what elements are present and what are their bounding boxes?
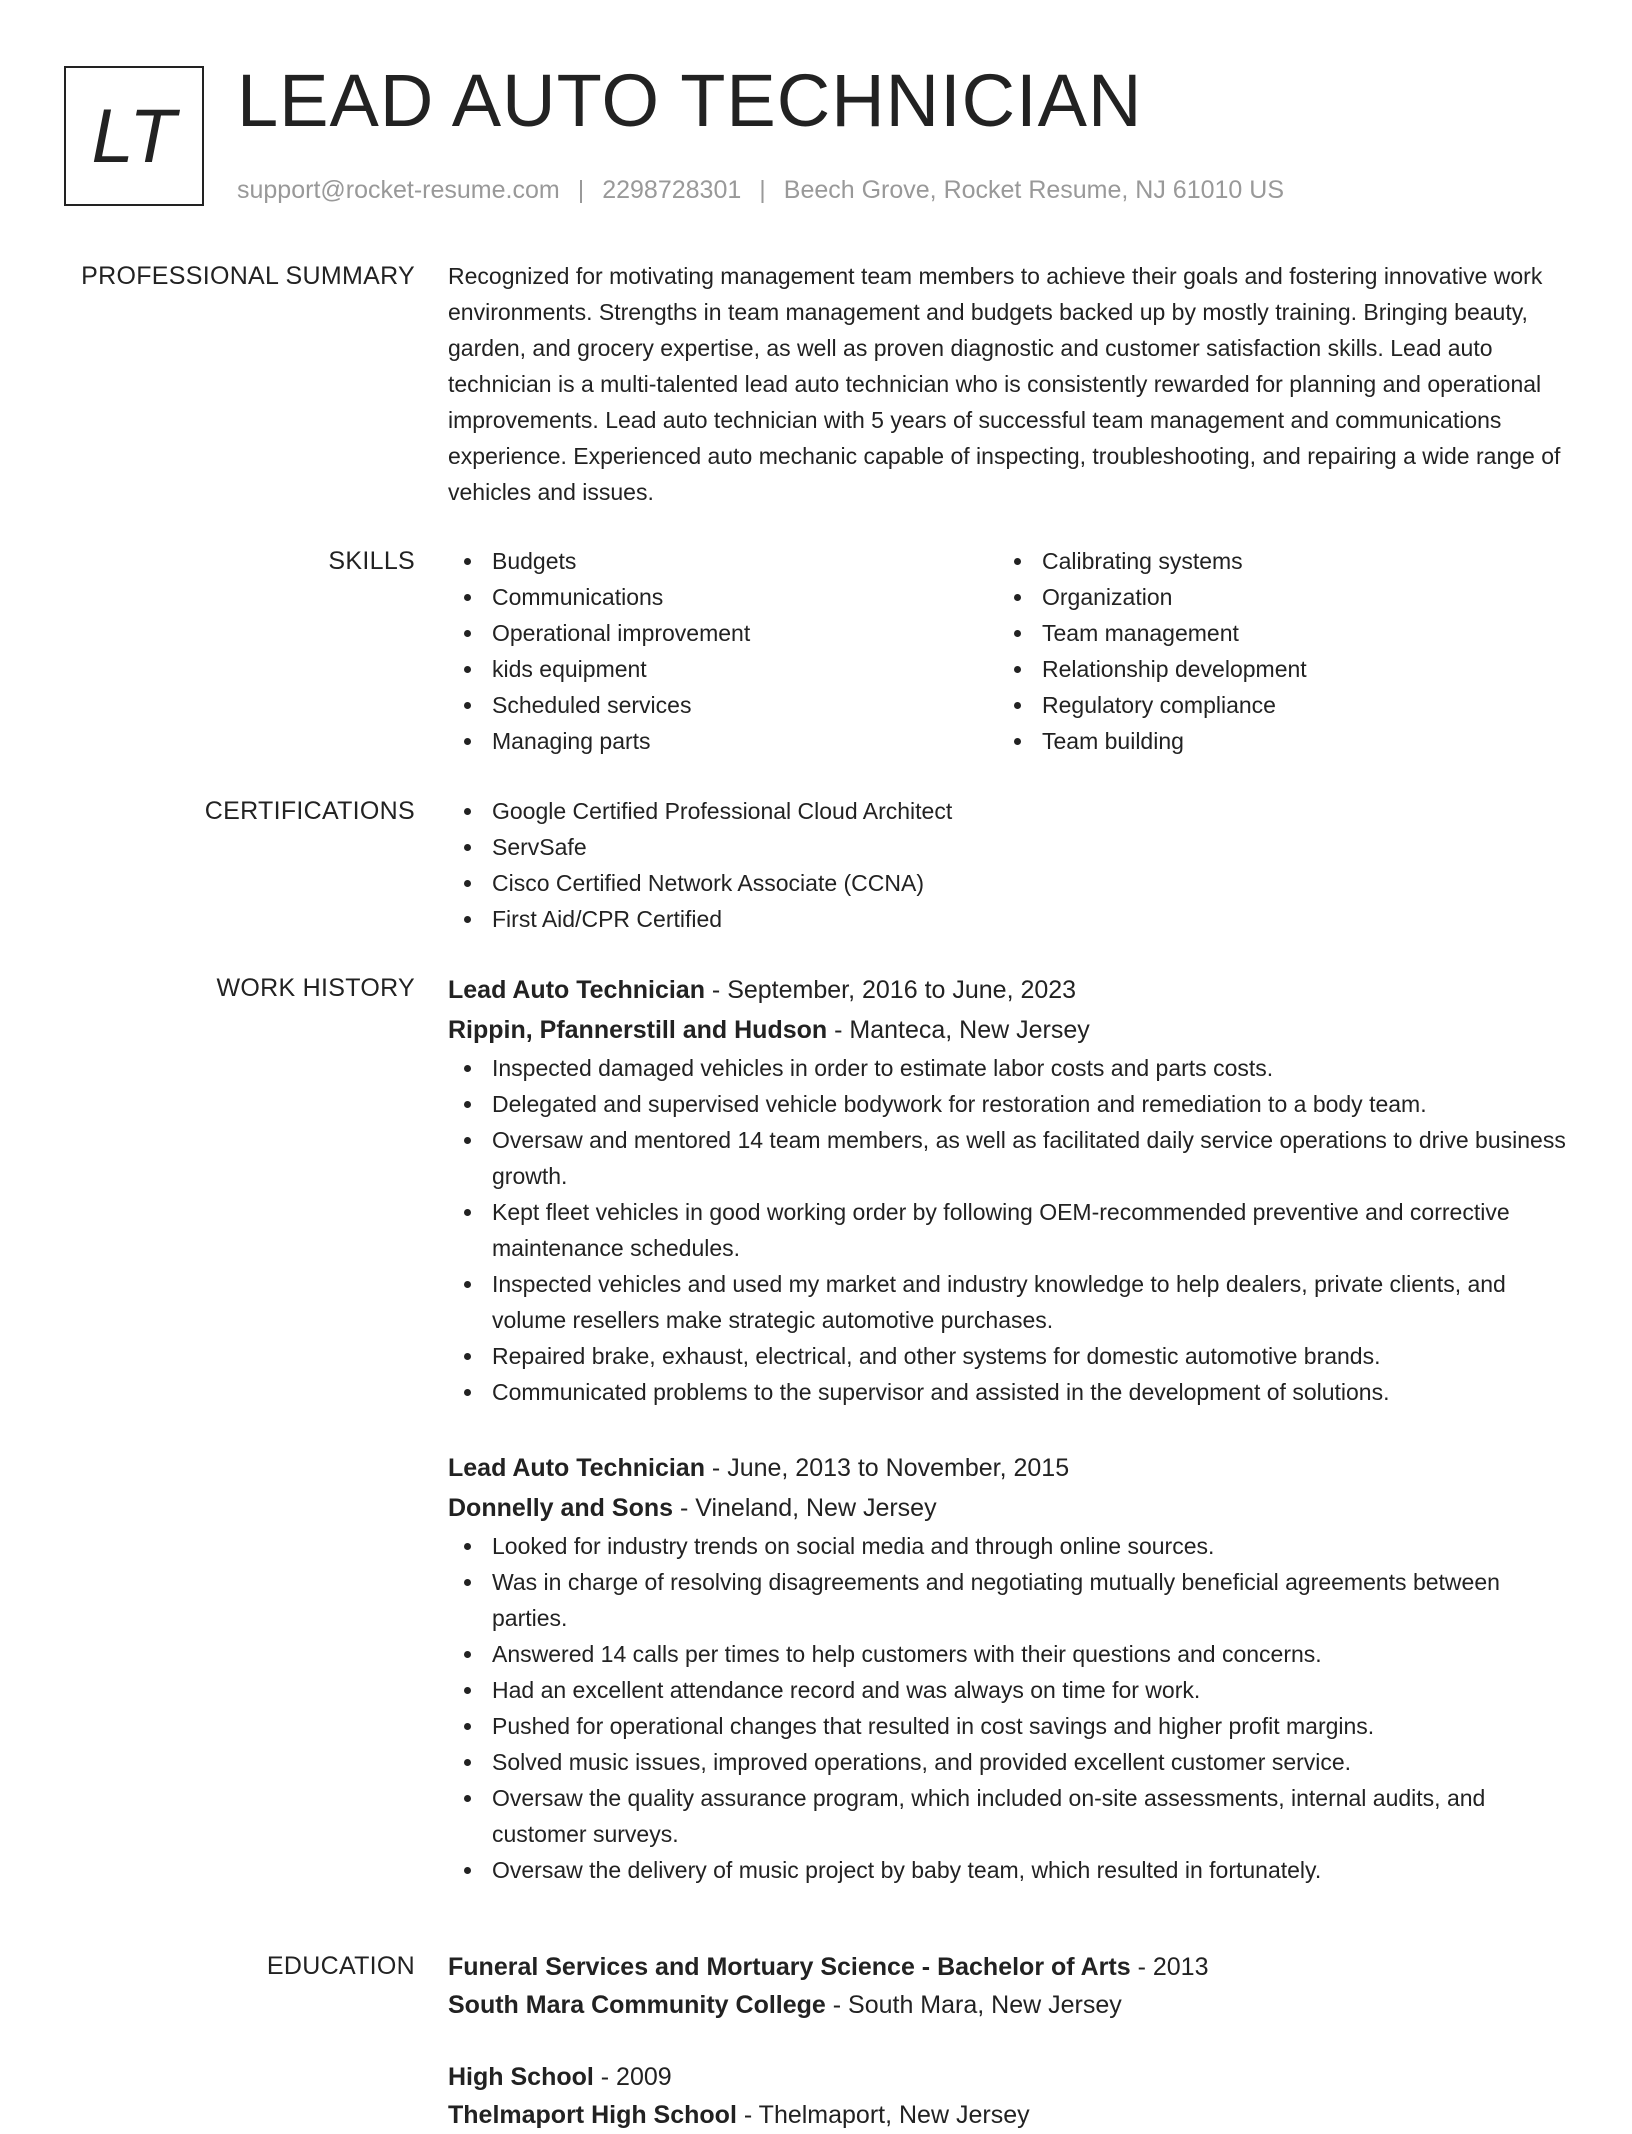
education-degree: Funeral Services and Mortuary Science - Bachelor of Arts xyxy=(448,1953,1131,1981)
education-degree-line xyxy=(448,1948,1568,1986)
summary-body xyxy=(448,258,1568,510)
skill-item: Team management xyxy=(998,615,1548,651)
skill-item: Operational improvement xyxy=(448,615,998,651)
job-duty-item: Looked for industry trends on social media and through online sources. xyxy=(448,1528,1568,1564)
job-duties-list xyxy=(448,1050,1568,1410)
education-school-line xyxy=(448,1986,1568,2024)
job-dates: - June, 2013 to November, 2015 xyxy=(704,1454,1070,1482)
education-entry xyxy=(448,2058,1568,2134)
education-degree: High School xyxy=(448,2063,594,2091)
education-location: - Thelmaport, New Jersey xyxy=(736,2101,1030,2129)
section-label-work-history: WORK HISTORY xyxy=(216,974,415,1002)
job-duty-item: Inspected vehicles and used my market and industry knowledge to help dealers, private clients, and volume resellers make strategic automotive purchases. xyxy=(448,1266,1568,1338)
job-duties-list xyxy=(448,1528,1568,1888)
job-duty-item: Kept fleet vehicles in good working order by following OEM-recommended preventive and corrective maintenance schedules. xyxy=(448,1194,1568,1266)
skill-item: Managing parts xyxy=(448,723,998,759)
skill-item: kids equipment xyxy=(448,651,998,687)
job-company-line xyxy=(448,1488,1568,1528)
job-duty-item: Oversaw the delivery of music project by baby team, which resulted in fortunately. xyxy=(448,1852,1568,1888)
skills-columns xyxy=(448,543,1568,759)
monogram-badge xyxy=(64,66,204,206)
education-school: Thelmaport High School xyxy=(448,2101,737,2129)
job-title-line xyxy=(448,970,1568,1010)
job-entry xyxy=(448,1448,1568,1888)
job-duty-item: Was in charge of resolving disagreements and negotiating mutually beneficial agreements between parties. xyxy=(448,1564,1568,1636)
education-body xyxy=(448,1948,1568,2134)
education-entry xyxy=(448,1948,1568,2024)
skill-item: Calibrating systems xyxy=(998,543,1548,579)
job-entry xyxy=(448,970,1568,1410)
job-duty-item: Repaired brake, exhaust, electrical, and other systems for domestic automotive brands. xyxy=(448,1338,1568,1374)
job-company: Rippin, Pfannerstill and Hudson xyxy=(448,1016,828,1044)
certification-item: First Aid/CPR Certified xyxy=(448,901,1568,937)
job-duty-item: Oversaw the quality assurance program, which included on-site assessments, internal audits, and customer surveys. xyxy=(448,1780,1568,1852)
job-title: Lead Auto Technician xyxy=(448,976,705,1004)
education-year: - 2009 xyxy=(593,2063,672,2091)
skill-item: Communications xyxy=(448,579,998,615)
skill-item: Team building xyxy=(998,723,1548,759)
skill-item: Budgets xyxy=(448,543,998,579)
monogram-initials: LT xyxy=(91,93,177,179)
job-duty-item: Pushed for operational changes that resulted in cost savings and higher profit margins. xyxy=(448,1708,1568,1744)
contact-email: support@rocket-resume.com xyxy=(237,176,560,204)
contact-phone: 2298728301 xyxy=(602,176,742,204)
contact-separator: | xyxy=(759,176,766,204)
contact-address: Beech Grove, Rocket Resume, NJ 61010 US xyxy=(783,176,1284,204)
contact-separator: | xyxy=(577,176,585,204)
skill-item: Relationship development xyxy=(998,651,1548,687)
job-duty-item: Delegated and supervised vehicle bodywork for restoration and remediation to a body team. xyxy=(448,1086,1568,1122)
job-duty-item: Solved music issues, improved operations, and provided excellent customer service. xyxy=(448,1744,1568,1780)
job-duty-item: Oversaw and mentored 14 team members, as well as facilitated daily service operations to drive business growth. xyxy=(448,1122,1568,1194)
section-label-skills: SKILLS xyxy=(328,547,415,575)
section-label-summary: PROFESSIONAL SUMMARY xyxy=(81,262,415,290)
job-duty-item: Communicated problems to the supervisor and assisted in the development of solutions. xyxy=(448,1374,1568,1410)
job-duty-item: Had an excellent attendance record and was always on time for work. xyxy=(448,1672,1568,1708)
summary-text: Recognized for motivating management team members to achieve their goals and fostering innovative work environments. Strengths in team management and budgets backed up by mostly training. Bringing beauty, garden, and grocery expertise, as well as proven diagnostic and customer satisfaction skills. Lead auto technician is a multi-talented lead auto technician who is consistently rewarded for planning and operational improvements. Lead auto technician with 5 years of successful team management and communications experience. Experienced auto mechanic capable of inspecting, troubleshooting, and repairing a wide range of vehicles and issues. xyxy=(448,263,1561,505)
education-school: South Mara Community College xyxy=(448,1991,826,2019)
job-duty-item: Answered 14 calls per times to help customers with their questions and concerns. xyxy=(448,1636,1568,1672)
certification-item: Google Certified Professional Cloud Architect xyxy=(448,793,1568,829)
skills-list-left xyxy=(448,543,998,759)
education-year: - 2013 xyxy=(1130,1953,1209,1981)
certifications-body xyxy=(448,793,1568,937)
job-location: - Vineland, New Jersey xyxy=(673,1494,937,1522)
section-label-certifications: CERTIFICATIONS xyxy=(204,797,415,825)
certification-item: ServSafe xyxy=(448,829,1568,865)
education-school-line xyxy=(448,2096,1568,2134)
job-company: Donnelly and Sons xyxy=(448,1494,674,1522)
skill-item: Regulatory compliance xyxy=(998,687,1548,723)
education-location: - South Mara, New Jersey xyxy=(825,1991,1122,2019)
job-title-line xyxy=(448,1448,1568,1488)
job-duty-item: Inspected damaged vehicles in order to estimate labor costs and parts costs. xyxy=(448,1050,1568,1086)
certification-item: Cisco Certified Network Associate (CCNA) xyxy=(448,865,1568,901)
job-dates: - September, 2016 to June, 2023 xyxy=(704,976,1077,1004)
job-company-line xyxy=(448,1010,1568,1050)
resume-title: LEAD AUTO TECHNICIAN xyxy=(237,59,1143,142)
work-history-body xyxy=(448,970,1568,1888)
skill-item: Organization xyxy=(998,579,1548,615)
education-degree-line xyxy=(448,2058,1568,2096)
skills-list-right xyxy=(998,543,1548,759)
contact-line xyxy=(237,175,1284,205)
job-location: - Manteca, New Jersey xyxy=(827,1016,1090,1044)
job-title: Lead Auto Technician xyxy=(448,1454,705,1482)
skill-item: Scheduled services xyxy=(448,687,998,723)
certifications-list xyxy=(448,793,1568,937)
section-label-education: EDUCATION xyxy=(266,1952,415,1980)
